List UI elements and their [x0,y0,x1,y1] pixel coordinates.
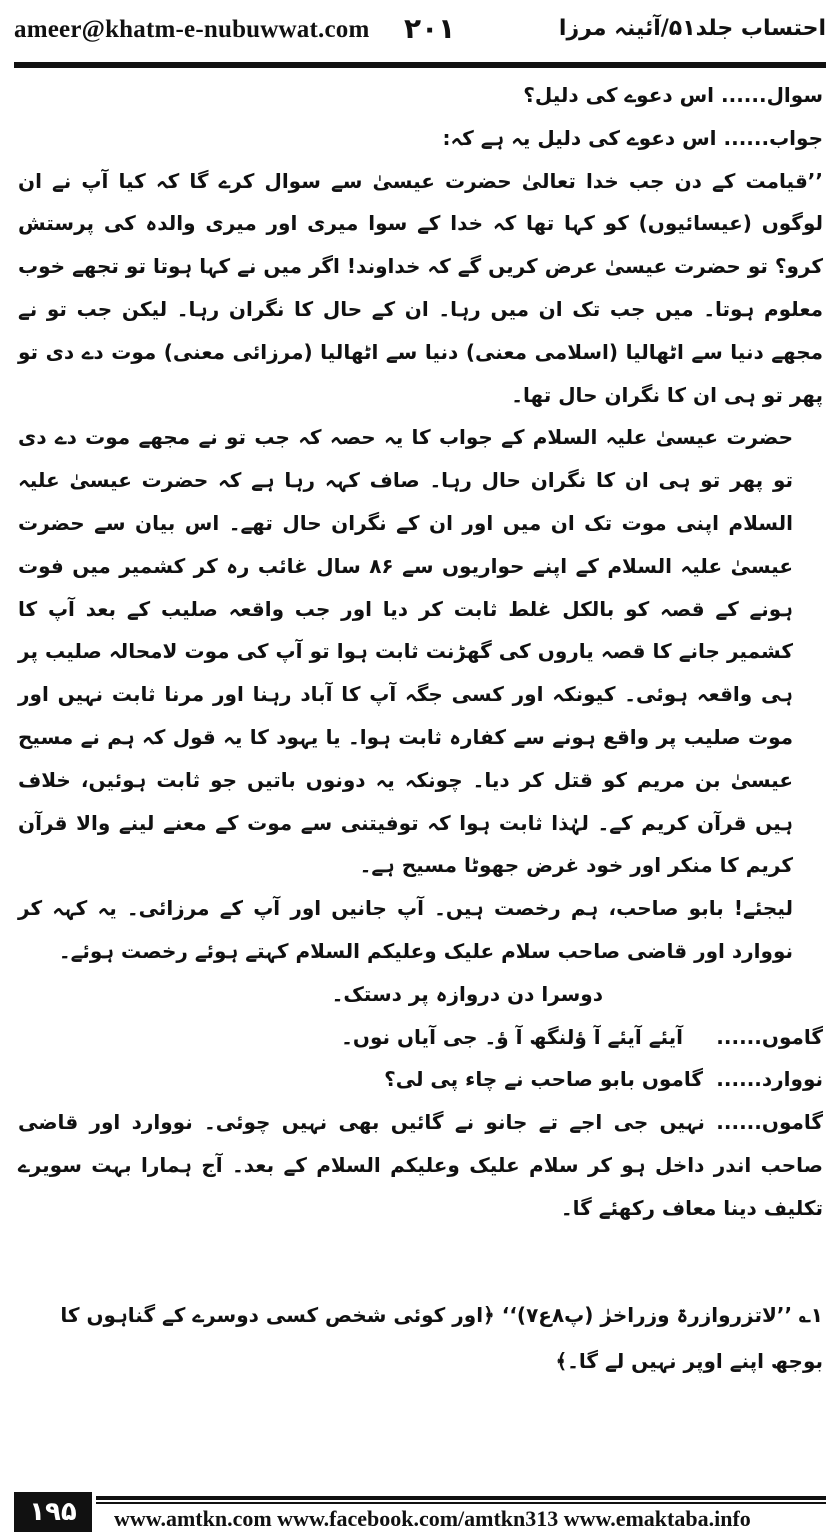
page-footer [14,1492,826,1532]
dialog-text: آیئے آیئے آ ؤلنگھ آ ؤ۔ جی آیاں نوں۔ [341,1024,683,1049]
footnote: ۱؎ ’’لاتزروازرۃ وزراخرٰ (پ۸ع۷)‘‘ ﴿اور کوئی شخص کسی دوسرے کے گناہوں کا بوجھ اپنے اوپر نہیں لے گا۔﴾ [60,1303,823,1373]
header-rule [14,62,826,68]
dialog-line [18,1101,823,1229]
book-title: احتساب جلد۵۱/آئینہ مرزا [558,16,826,41]
footer-rule-thin [96,1502,826,1504]
dialog-line [18,1058,823,1101]
footer-rule [96,1496,826,1500]
footer-page-number: ۱۹۵ [14,1492,92,1532]
dialog-speaker: گاموں...... [716,1024,823,1049]
dialog-speaker: گاموں...... [716,1110,823,1135]
page-number: ۲۰۱ [404,12,456,45]
farewell-paragraph: لیجئے! بابو صاحب، ہم رخصت ہیں۔ آپ جانیں اور آپ کے مرزائی۔ یہ کہہ کر نووارد اور قاضی صاحب سلام علیک وعلیکم السلام کہتے ہوئے رخصت ہوئے۔ [18,896,793,963]
dialog-text: نہیں جی اجے تے جانو نے گائیں بھی نہیں چوئی۔ نووارد اور قاضی صاحب اندر داخل ہو کر سلام علیک وعلیکم السلام کے بعد۔ آج ہمارا بہت سویرے تکلیف دینا معاف رکھئے گا۔ [18,1110,823,1220]
dialog-text: گاموں بابو صاحب نے چاء پی لی؟ [384,1067,703,1092]
page-body [18,74,823,1230]
commentary-paragraph: حضرت عیسیٰ علیہ السلام کے جواب کا یہ حصہ کہ جب تو نے مجھے موت دے دی تو پھر تو ہی ان کا نگران حال رہا۔ صاف کہہ رہا ہے کہ حضرت عیسیٰ علیہ السلام اپنی موت تک ان میں اور ان کے نگران حال تھے۔ اس بیان سے حضرت عیسیٰ علیہ السلام کے اپنے حواریوں سے ۸۶ سال غائب رہ کر کشمیر میں فوت ہونے کے قصہ کو بالکل غلط ثابت کر دیا اور جب واقعہ صلیب کے بعد آپ کا کشمیر جانے کا قصہ یاروں کی گھڑنت ثابت ہوا تو آپ کی موت لامحالہ صلیب پر ہی واقعہ ہوئی۔ کیونکہ اور کسی جگہ آپ کا آباد رہنا اور مرنا ثابت نہیں اور موت صلیب پر واقع ہونے سے کفارہ ثابت ہوا۔ یا یہود کا یہ قول کہ ہم نے مسیح عیسیٰ بن مریم کو قتل کر دیا۔ چونکہ یہ دونوں باتیں جو ثابت ہوئیں، خلاف ہیں قرآن کریم کے۔ لہٰذا ثابت ہوا کہ توفیتنی سے موت کے معنے لینے والا قرآن کریم کا منکر اور خود غرض جھوٹا مسیح ہے۔ [18,425,793,878]
page-header [14,10,826,54]
email-address: ameer@khatm-e-nubuwwat.com [14,16,370,43]
dialog-line [18,1016,823,1059]
question-line: سوال...... اس دعوے کی دلیل؟ [523,83,823,107]
footer-websites: www.amtkn.com www.facebook.com/amtkn313 www.emaktaba.info [114,1506,751,1531]
quote-paragraph: ’’قیامت کے دن جب خدا تعالیٰ حضرت عیسیٰ سے سوال کرے گا کہ کیا آپ نے ان لوگوں (عیسائیوں) کو کہا تھا کہ خدا کے سوا میری اور میری والدہ کی پرستش کرو؟ تو حضرت عیسیٰ عرض کریں گے کہ خداوند! اگر میں نے کہا ہوتا تو تجھے خوب معلوم ہوتا۔ میں جب تک ان میں رہا۔ ان کے حال کا نگران رہا۔ لیکن جب تو نے مجھے دنیا سے اٹھالیا (اسلامی معنی) دنیا سے اٹھالیا (مرزائی معنی) موت دے دی تو پھر تو ہی ان کا نگران حال تھا۔ [18,168,823,407]
next-day-line: دوسرا دن دروازہ پر دستک۔ [331,981,603,1006]
answer-line: جواب...... اس دعوے کی دلیل یہ ہے کہ: [442,125,823,150]
dialog-speaker: نووارد...... [716,1067,823,1092]
